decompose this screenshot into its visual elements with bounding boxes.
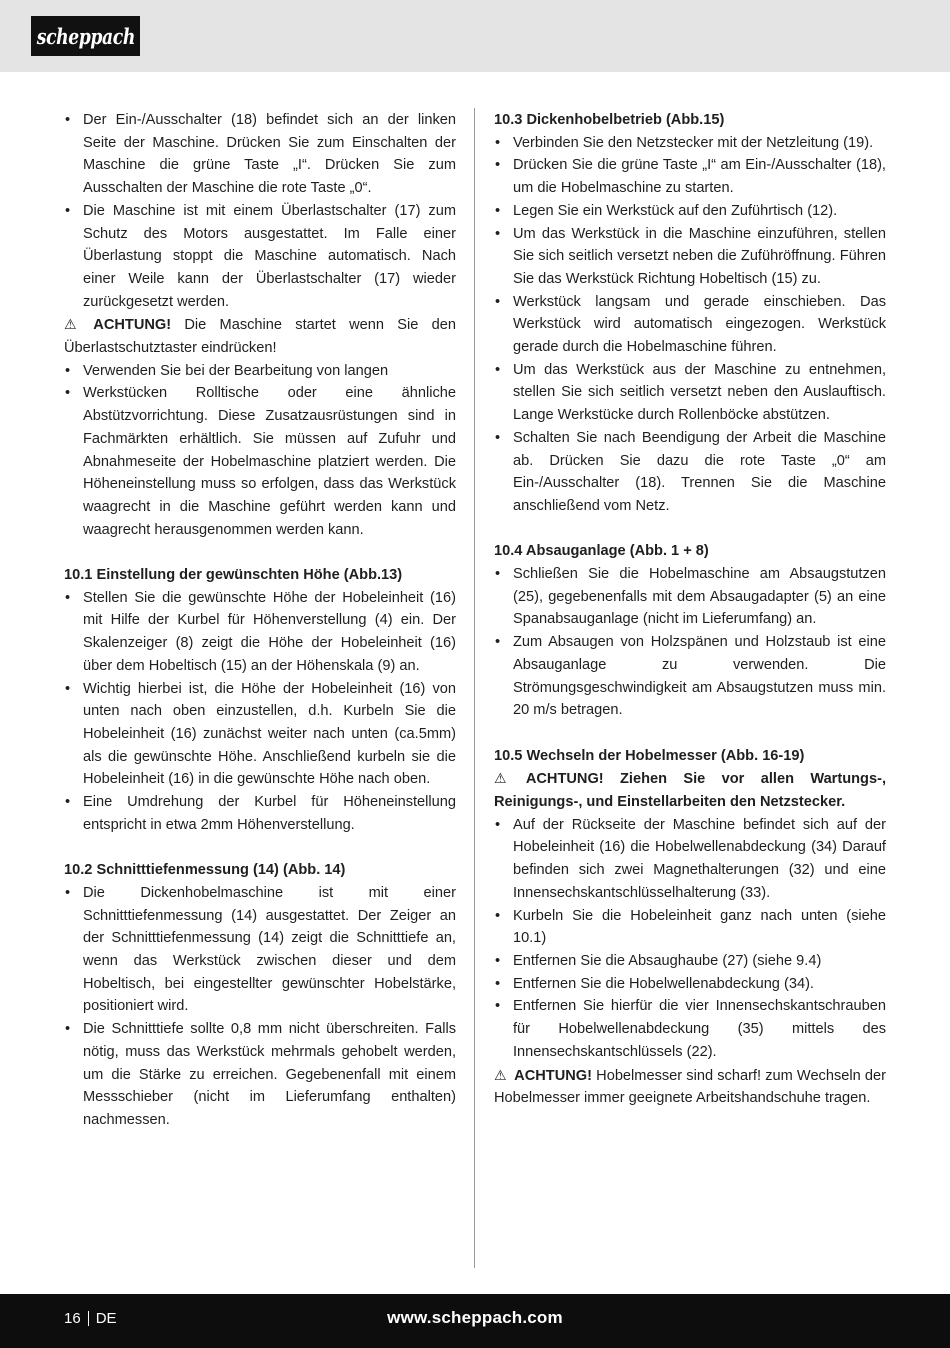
list-item: • Auf der Rückseite der Maschine befindet sich auf der Hobeleinheit (16) die Hobelwellenabdeckung (34) Darauf befinden sich zwei Magnethalterungen (32) und eine Innensechskantschlüsselhalterung (33). <box>494 814 886 905</box>
brand-logo-text: scheppach <box>36 23 135 49</box>
list-item: • Die Maschine ist mit einem Überlastschalter (17) zum Schutz des Motors ausgestattet. Im Falle einer Überlastung stoppt die Maschine automatisch. Nach einer Weile kann der Überlastschalter (17) wieder zurückgesetzt werden. <box>64 200 456 314</box>
list-item: • Der Ein-/Ausschalter (18) befindet sich an der linken Seite der Maschine. Drücken Sie zum Einschalten der Maschine die grüne Taste „I“. Drücken Sie zum Ausschalten der Maschine die rote Taste „0“. <box>64 109 456 200</box>
page-number: 16 <box>64 1310 81 1327</box>
section-heading-10-2: 10.2 Schnitttiefenmessung (14) (Abb. 14) <box>64 862 346 879</box>
list-item: • Drücken Sie die grüne Taste „I“ am Ein-/Ausschalter (18), um die Hobelmaschine zu starten. <box>494 154 886 199</box>
section-heading-10-4: 10.4 Absauganlage (Abb. 1 + 8) <box>494 543 709 560</box>
brand-logo <box>31 16 140 56</box>
list-item: • Werkstücken Rolltische oder eine ähnliche Abstützvorrichtung. Diese Zusatzausrüstungen sind in Fachmärkten erhältlich. Sie müssen auf Zufuhr und Abnahmeseite der Hobelmaschine platziert werden. Die Höheneinstellung muss so erfolgen, dass das Werkstück waagrecht in die Maschine geführt werden kann und waagrecht herausgenommen werden kann. <box>64 382 456 541</box>
list-item: • Verbinden Sie den Netzstecker mit der Netzleitung (19). <box>494 132 886 155</box>
column-divider <box>474 108 475 1268</box>
warning-paragraph <box>64 313 456 359</box>
list-item: • Schalten Sie nach Beendigung der Arbeit die Maschine ab. Drücken Sie dazu die rote Taste „0“ am Ein-/Ausschalter (18). Trennen Sie die Maschine anschließend vom Netz. <box>494 427 886 518</box>
list-item: • Entfernen Sie die Absaughaube (27) (siehe 9.4) <box>494 950 886 973</box>
right-column <box>494 109 886 1110</box>
footer-bar <box>0 1294 950 1348</box>
warning-text: Hobelmesser sind scharf! zum Wechseln der Hobelmesser immer geeignete Arbeitshandschuhe tragen. <box>494 1067 886 1107</box>
list-item: • Entfernen Sie hierfür die vier Innensechskantschrauben für Hobelwellenabdeckung (35) mittels des Innensechskantschlüssels (22). <box>494 995 886 1063</box>
header-band <box>0 0 950 72</box>
language-code: DE <box>95 1310 117 1327</box>
warning-paragraph <box>494 767 886 813</box>
warning-triangle-icon: ⚠ <box>494 1066 507 1083</box>
list-item: • Um das Werkstück aus der Maschine zu entnehmen, stellen Sie sich seitlich versetzt neben den Auslauftisch. Lange Werkstücke durch Rollenböcke abstützen. <box>494 359 886 427</box>
warning-label: ACHTUNG! <box>514 1067 592 1084</box>
warning-triangle-icon: ⚠ <box>494 770 507 787</box>
list-item: • Legen Sie ein Werkstück auf den Zuführtisch (12). <box>494 200 886 223</box>
list-item: • Um das Werkstück in die Maschine einzuführen, stellen Sie sich seitlich versetzt neben die Zuführöffnung. Führen Sie das Werkstück Richtung Hobeltisch (15) zu. <box>494 223 886 291</box>
list-item: • Wichtig hierbei ist, die Höhe der Hobeleinheit (16) von unten nach oben einzustellen, d.h. Kurbeln Sie die Hobeleinheit (16) zunächst weiter nach unten (ca.5mm) als die gewünschte Höhe. Anschließend kurbeln sie die Hobeleinheit (16) in die gewünschte Höhe nach oben. <box>64 678 456 792</box>
warning-label: ACHTUNG! <box>93 317 172 334</box>
list-item: • Schließen Sie die Hobelmaschine am Absaugstutzen (25), gegebenenfalls mit dem Absaugadapter (5) an eine Spanabsauganlage (nicht im Lieferumfang) an. <box>494 563 886 631</box>
list-item: • Die Schnitttiefe sollte 0,8 mm nicht überschreiten. Falls nötig, muss das Werkstück mehrmals gehobelt werden, um die Stärke zu erreichen. Gegebenenfall mit einem Messschieber (nicht im Lieferumfang enthalten) nachmessen. <box>64 1018 456 1132</box>
list-item: • Stellen Sie die gewünschte Höhe der Hobeleinheit (16) mit Hilfe der Kurbel für Höhenverstellung (4) ein. Der Skalenzeiger (8) zeigt die Höhe der Hobeleinheit (16) über dem Hobeltisch (15) an der Höhenskala (9) an. <box>64 587 456 678</box>
list-item: • Zum Absaugen von Holzspänen und Holzstaub ist eine Absauganlage zu verwenden. Die Strömungsgeschwindigkeit am Absaugstutzen muss min. 20 m/s betragen. <box>494 631 886 722</box>
warning-text: Die Maschine startet wenn Sie den Überlastschutztaster eindrücken! <box>64 317 456 357</box>
list-item: • Verwenden Sie bei der Bearbeitung von langen <box>64 360 456 383</box>
list-item: • Entfernen Sie die Hobelwellenabdeckung (34). <box>494 973 886 996</box>
section-heading-10-1: 10.1 Einstellung der gewünschten Höhe (Abb.13) <box>64 567 403 584</box>
left-column <box>64 109 456 1132</box>
section-heading-10-3: 10.3 Dickenhobelbetrieb (Abb.15) <box>494 112 725 128</box>
list-item: • Die Dickenhobelmaschine ist mit einer Schnitttiefenmessung (14) ausgestattet. Der Zeiger an der Schnitttiefenmessung (14) zeigt die Schnitttiefe an, wenn das Werkstück zwischen dieser und dem Hobeltisch, bei eingestellter gewünschter Hobelstärke, positioniert wird. <box>64 882 456 1018</box>
list-item: • Kurbeln Sie die Hobeleinheit ganz nach unten (siehe 10.1) <box>494 905 886 950</box>
website-url: www.scheppach.com <box>387 1308 563 1327</box>
warning-paragraph <box>494 1064 886 1110</box>
list-item: • Werkstück langsam und gerade einschieben. Das Werkstück wird automatisch eingezogen. Werkstück gerade durch die Hobelmaschine führen. <box>494 291 886 359</box>
warning-triangle-icon: ⚠ <box>64 316 77 333</box>
warning-text: ACHTUNG! Ziehen Sie vor allen Wartungs-, Reinigungs-, und Einstellarbeiten den Netzstecker. <box>494 771 886 811</box>
section-heading-10-5: 10.5 Wechseln der Hobelmesser (Abb. 16-19) <box>494 747 805 764</box>
list-item: • Eine Umdrehung der Kurbel für Höheneinstellung entspricht in etwa 2mm Höhenverstellung. <box>64 791 456 836</box>
